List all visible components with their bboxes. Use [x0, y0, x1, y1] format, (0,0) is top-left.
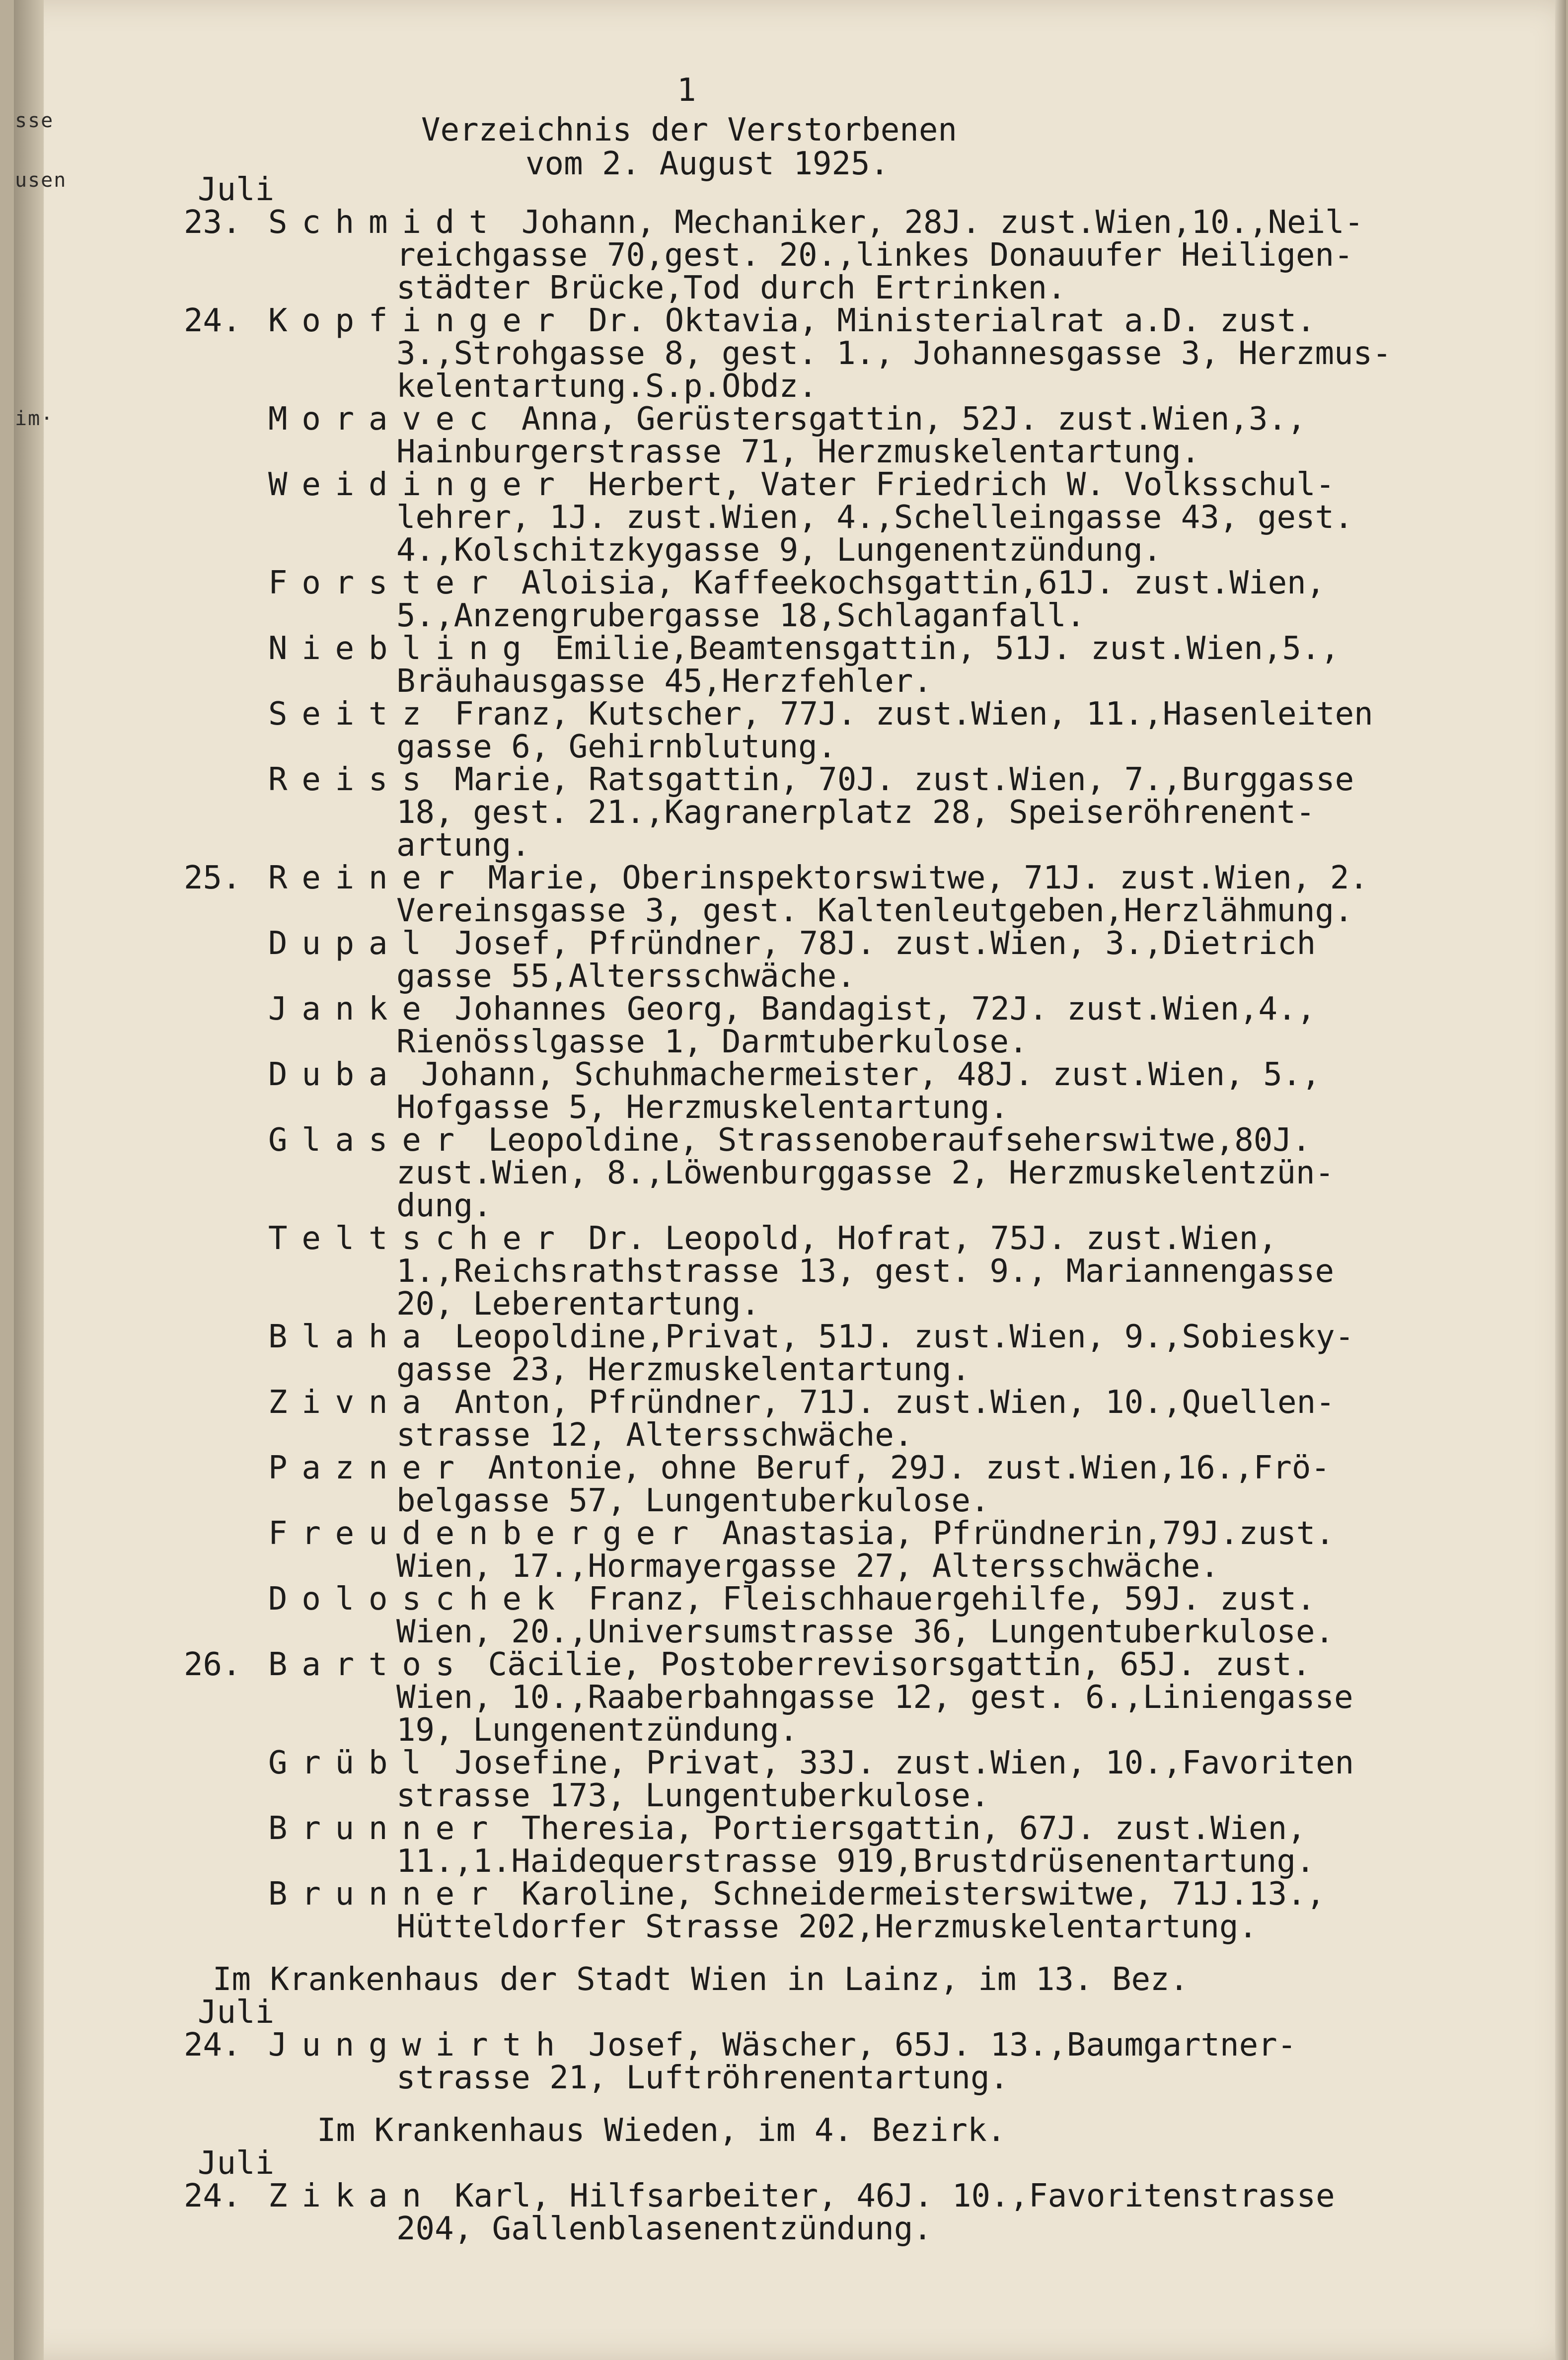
entry-continuation: zust.Wien, 8.,Löwenburggasse 2, Herzmuskelentzün- [396, 1155, 1335, 1191]
entry-date: 24. [184, 302, 241, 339]
entry-surname: Zivna [268, 1384, 436, 1421]
death-entry [184, 2180, 1335, 2212]
entry-continuation: strasse 173, Lungentuberkulose. [396, 1777, 990, 1814]
death-entry [184, 1122, 1311, 1159]
entry-continuation: 19, Lungenentzündung. [396, 1712, 799, 1749]
entry-continuation: Wien, 20.,Universumstrasse 36, Lungentuberkulose. [396, 1614, 1335, 1650]
document-title: Verzeichnis der Verstorbenen [421, 112, 957, 148]
entry-continuation: belgasse 57, Lungentuberkulose. [396, 1482, 990, 1519]
entry-details: Aloisia, Kaffeekochsgattin,61J. zust.Wien, [502, 565, 1326, 601]
death-entry [184, 925, 1316, 962]
entry-surname: Reiner [268, 860, 469, 896]
entry-continuation: reichgasse 70,gest. 20.,linkes Donauufer Heiligen- [396, 237, 1353, 274]
entry-surname: Blaha [268, 1319, 436, 1355]
entry-continuation: gasse 55,Altersschwäche. [396, 958, 856, 995]
entry-date: 23. [184, 204, 241, 241]
entry-surname: Pazner [268, 1450, 469, 1486]
entry-details: Johann, Schuhmachermeister, 48J. zust.Wien, 5., [402, 1056, 1321, 1093]
entry-continuation: Hofgasse 5, Herzmuskelentartung. [396, 1089, 1009, 1126]
entry-surname: Grübl [268, 1745, 436, 1781]
entry-surname: Janke [268, 991, 436, 1028]
page-number: 1 [677, 72, 696, 109]
entry-surname: Reiss [268, 761, 436, 798]
entry-continuation: 204, Gallenblasenentzündung. [396, 2211, 932, 2247]
entry-surname: Kopfinger [268, 302, 569, 339]
death-entry [184, 1646, 1311, 1683]
entry-surname: Jungwirth [268, 2027, 569, 2064]
death-entry [184, 630, 1340, 667]
entry-details: Antonie, ohne Beruf, 29J. zust.Wien,16.,Frö- [469, 1450, 1330, 1486]
section-heading: Im Krankenhaus Wieden, im 4. Bezirk. [317, 2112, 1006, 2149]
margin-fragment: im· [15, 407, 54, 430]
section-heading: Im Krankenhaus der Stadt Wien in Lainz, im 13. Bez. [213, 1961, 1189, 1998]
entry-continuation: strasse 12, Altersschwäche. [396, 1417, 913, 1454]
entry-continuation: 20, Leberentartung. [396, 1286, 760, 1323]
entry-details: Johannes Georg, Bandagist, 72J. zust.Wien,4., [435, 991, 1316, 1028]
entry-surname: Brunner [268, 1810, 503, 1847]
death-entry [184, 1384, 1335, 1421]
entry-surname: Glaser [268, 1122, 469, 1159]
entry-continuation: 11.,1.Haidequerstrasse 919,Brustdrüsenentartung. [396, 1843, 1315, 1880]
entry-details: Leopoldine,Privat, 51J. zust.Wien, 9.,Sobiesky- [435, 1319, 1354, 1355]
death-entry [184, 696, 1373, 733]
entry-details: Josef, Pfründner, 78J. zust.Wien, 3.,Dietrich [435, 925, 1316, 962]
entry-details: Anna, Gerüstersgattin, 52J. zust.Wien,3., [502, 401, 1306, 438]
entry-continuation: kelentartung.S.p.Obdz. [396, 368, 818, 405]
entry-details: Franz, Fleischhauergehilfe, 59J. zust. [569, 1581, 1316, 1618]
entry-continuation: Hainburgerstrasse 71, Herzmuskelentartung. [396, 434, 1200, 470]
death-entry [184, 466, 1335, 503]
death-entry [184, 1810, 1306, 1847]
entry-surname: Forster [268, 565, 503, 601]
entry-details: Marie, Oberinspektorswitwe, 71J. zust.Wien, 2. [469, 860, 1368, 896]
entry-continuation: dung. [396, 1187, 492, 1224]
death-entry [184, 761, 1354, 798]
entry-details: Herbert, Vater Friedrich W. Volksschul- [569, 466, 1335, 503]
death-entry [184, 1581, 1316, 1618]
adjacent-page-edge [14, 0, 67, 2360]
death-entry [184, 862, 1368, 894]
entry-details: Karl, Hilfsarbeiter, 46J. 10.,Favoritenstrasse [435, 2178, 1335, 2214]
entry-surname: Weidinger [268, 466, 569, 503]
death-entry [184, 991, 1316, 1028]
death-entry [184, 1452, 1330, 1484]
death-entry [184, 1321, 1354, 1353]
entry-continuation: 3.,Strohgasse 8, gest. 1., Johannesgasse 3, Herzmus- [396, 335, 1392, 372]
entry-continuation: Rienösslgasse 1, Darmtuberkulose. [396, 1024, 1028, 1060]
entry-continuation: 1.,Reichsrathstrasse 13, gest. 9., Mariannengasse [396, 1253, 1335, 1290]
entry-details: Anton, Pfründner, 71J. zust.Wien, 10.,Quellen- [435, 1384, 1335, 1421]
death-entry [184, 401, 1306, 438]
entry-surname: Doloschek [268, 1581, 569, 1618]
entry-details: Cäcilie, Postoberrevisorsgattin, 65J. zust. [469, 1646, 1311, 1683]
entry-continuation: 18, gest. 21.,Kagranerplatz 28, Speiseröhrenent- [396, 794, 1315, 831]
entry-surname: Zikan [268, 2178, 436, 2214]
entry-continuation: gasse 23, Herzmuskelentartung. [396, 1351, 971, 1388]
entry-surname: Seitz [268, 696, 436, 733]
entry-details: Josef, Wäscher, 65J. 13.,Baumgartner- [569, 2027, 1297, 2064]
entry-continuation: 5.,Anzengrubergasse 18,Schlaganfall. [396, 597, 1086, 634]
death-entry [184, 1056, 1321, 1093]
death-entry [184, 302, 1316, 339]
entry-surname: Teltscher [268, 1220, 569, 1257]
entry-details: Dr. Oktavia, Ministerialrat a.D. zust. [569, 302, 1316, 339]
document-page [14, 0, 1566, 2360]
death-entry [184, 567, 1325, 599]
entry-continuation: Vereinsgasse 3, gest. Kaltenleutgeben,Herzlähmung. [396, 892, 1353, 929]
entry-continuation: 4.,Kolschitzkygasse 9, Lungenentzündung. [396, 532, 1162, 569]
entry-details: Dr. Leopold, Hofrat, 75J. zust.Wien, [569, 1220, 1277, 1257]
entry-continuation: Bräuhausgasse 45,Herzfehler. [396, 663, 932, 700]
entry-continuation: Wien, 17.,Hormayergasse 27, Altersschwäche. [396, 1548, 1219, 1585]
margin-fragment: usen [15, 169, 67, 192]
page-edge-shadow [1555, 0, 1566, 2360]
entry-continuation: artung. [396, 827, 530, 864]
entry-continuation: städter Brücke,Tod durch Ertrinken. [396, 270, 1066, 306]
month-label: Juli [198, 171, 275, 208]
death-entry [184, 1747, 1354, 1779]
entry-surname: Moravec [268, 401, 503, 438]
entry-details: Karoline, Schneidermeisterswitwe, 71J.13., [502, 1876, 1326, 1913]
entry-details: Theresia, Portiersgattin, 67J. zust.Wien, [502, 1810, 1306, 1847]
entry-date: 24. [184, 2027, 241, 2064]
death-entry [184, 1515, 1335, 1552]
margin-fragment: sse [15, 109, 54, 132]
entry-details: Franz, Kutscher, 77J. zust.Wien, 11.,Hasenleiten [435, 696, 1373, 733]
death-entry [184, 204, 1364, 241]
entry-continuation: Hütteldorfer Strasse 202,Herzmuskelentartung. [396, 1909, 1258, 1945]
entry-date: 25. [184, 860, 241, 896]
entry-continuation: lehrer, 1J. zust.Wien, 4.,Schelleingasse 43, gest. [396, 499, 1353, 536]
death-entry [184, 2027, 1297, 2064]
death-entry [184, 1220, 1277, 1257]
entry-surname: Freudenberger [268, 1515, 703, 1552]
entry-details: Josefine, Privat, 33J. zust.Wien, 10.,Favoriten [435, 1745, 1354, 1781]
entry-continuation: strasse 21, Luftröhrenentartung. [396, 2060, 1009, 2096]
month-label: Juli [198, 2145, 275, 2182]
entry-continuation: gasse 6, Gehirnblutung. [396, 729, 837, 765]
entry-surname: Dupal [268, 925, 436, 962]
entry-date: 26. [184, 1646, 241, 1683]
entry-surname: Schmidt [268, 204, 503, 241]
entry-details: Emilie,Beamtensgattin, 51J. zust.Wien,5., [535, 630, 1340, 667]
entry-surname: Duba [268, 1056, 402, 1093]
entry-surname: Niebling [268, 630, 536, 667]
death-entry [184, 1876, 1326, 1913]
month-label: Juli [198, 1994, 275, 2031]
entry-surname: Bartos [268, 1646, 469, 1683]
entry-details: Marie, Ratsgattin, 70J. zust.Wien, 7.,Burggasse [435, 761, 1354, 798]
entry-date: 24. [184, 2178, 241, 2214]
entry-details: Leopoldine, Strassenoberaufseherswitwe,80J. [469, 1122, 1311, 1159]
entry-continuation: Wien, 10.,Raaberbahngasse 12, gest. 6.,Liniengasse [396, 1679, 1353, 1716]
entry-surname: Brunner [268, 1876, 503, 1913]
entry-details: Anastasia, Pfründnerin,79J.zust. [703, 1515, 1335, 1552]
document-subtitle: vom 2. August 1925. [525, 146, 890, 182]
entry-details: Johann, Mechaniker, 28J. zust.Wien,10.,Neil- [502, 204, 1364, 241]
